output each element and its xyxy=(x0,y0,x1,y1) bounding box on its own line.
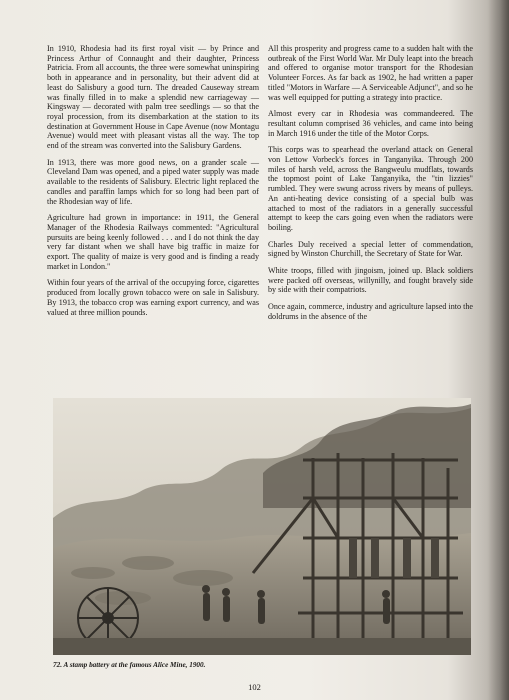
mine-photograph xyxy=(53,398,471,655)
paragraph: White troops, filled with jingoism, joined up. Black soldiers were packed off overseas, willynilly, and fought bravely side by side with their compatriots. xyxy=(268,266,473,295)
paragraph: This corps was to spearhead the overland attack on General von Lettow Vorbeck's forces in Tanganyika. Through 200 miles of harsh veld, across the Bangweulu mudflats, towards the topmost point of Lake Tanganyika, the "tin lizzies" rumbled. They were swung across rivers by means of pulleys. An anti-heating device consisting of a special bulb was attached to most of the radiators in a generally successful attempt to keep the cars going even when the radiators were boiling. xyxy=(268,145,473,232)
paragraph: All this prosperity and progress came to a sudden halt with the outbreak of the First World War. Mr Duly leapt into the breach and offered to organise motor transport for the Rhodesian Volunteer Forces. As far back as 1902, he had written a paper titled "Motors in Warfare — A Serviceable Adjunct", and so he was well equipped for putting a strategy into practice. xyxy=(268,44,473,102)
paragraph: Almost every car in Rhodesia was commandeered. The resultant column comprised 36 vehicles, and came into being in March 1916 under the title of the Motor Corps. xyxy=(268,109,473,138)
left-text-column xyxy=(47,44,259,324)
page-number: 102 xyxy=(248,682,261,692)
stamp-battery-illustration xyxy=(53,398,471,655)
paragraph: Within four years of the arrival of the occupying force, cigarettes produced from locally grown tobacco were on sale in Salisbury. By 1913, the tobacco crop was earning export currency, and was valued at three million pounds. xyxy=(47,278,259,317)
paragraph: Charles Duly received a special letter of commendation, signed by Winston Churchill, the Secretary of State for War. xyxy=(268,239,473,259)
paragraph: Agriculture had grown in importance: in 1911, the General Manager of the Rhodesia Railways commented: "Agricultural pursuits are being keenly followed . . . and I do not think the day very far distant when we shall have big traffic in maize for export. The quality of maize is very good and is finding a ready market in London." xyxy=(47,213,259,271)
paragraph: In 1910, Rhodesia had its first royal visit — by Prince and Princess Arthur of Connaught and their daughter, Princess Patricia. From all accounts, the three were somewhat uninspiring both in appearance and in personality, but their advent did at least do Salisbury a good turn. The dreaded Causeway stream was finally filled in to make a splendid new carriageway — Kingsway — decorated with palm tree seedlings — so that the royal procession, from its disembarkation at the station to its destination at Government House in Cape Avenue (now Montagu Avenue) would meet with pleasant vistas all the way. The top end of the stream was converted into the Salisbury Gardens. xyxy=(47,44,259,151)
page-binding-shadow xyxy=(487,0,509,700)
paragraph: In 1913, there was more good news, on a grander scale — Cleveland Dam was opened, and a piped water supply was made available to the residents of Salisbury. Electric light replaced the candles and paraffin lamps which for so long had been part of the Rhodesian way of life. xyxy=(47,157,259,206)
photo-caption: 72. A stamp battery at the famous Alice Mine, 1900. xyxy=(53,661,206,669)
paragraph: Once again, commerce, industry and agriculture lapsed into the doldrums in the absence of the xyxy=(268,302,473,321)
right-text-column xyxy=(268,44,473,329)
